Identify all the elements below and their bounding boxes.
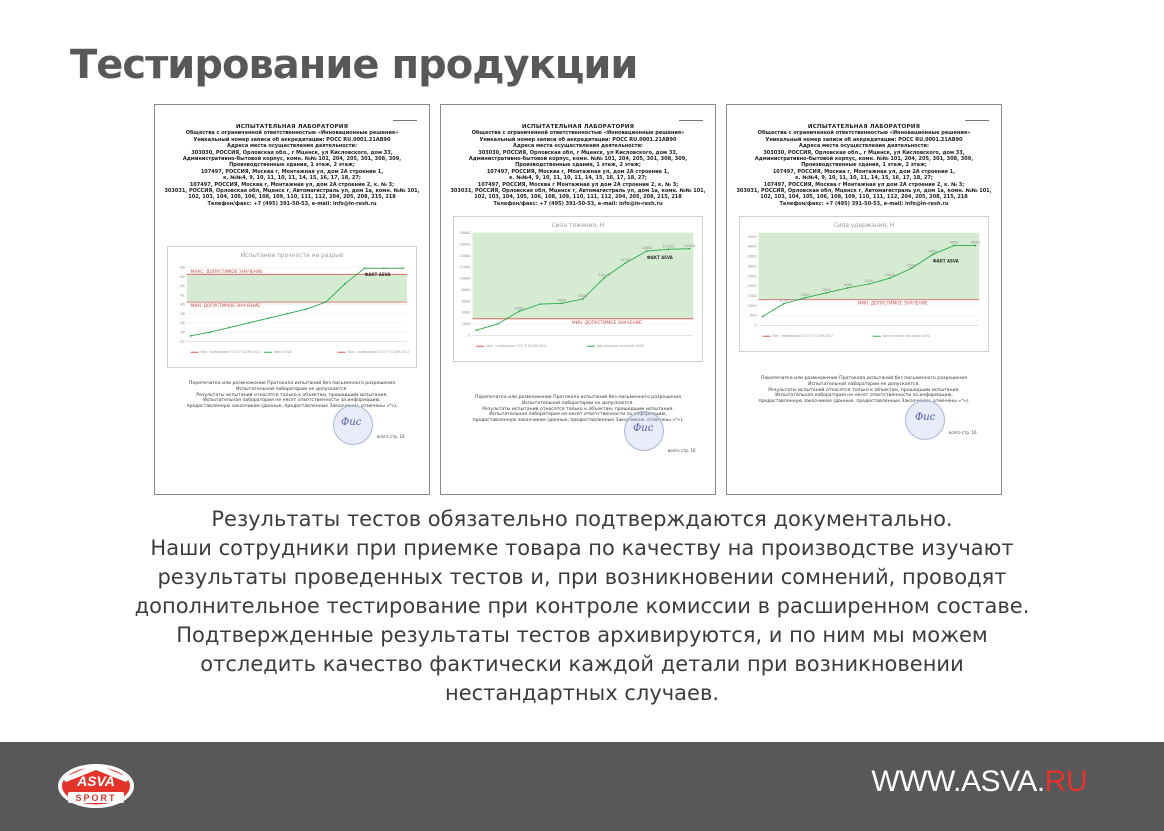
- fact-label: ФАКТ ASVA: [932, 258, 959, 264]
- lab-header: [735, 124, 993, 207]
- y-tick-label: 32: [180, 339, 185, 344]
- y-tick-label: 3000: [747, 264, 757, 269]
- lab-line: к. №№4, 9, 10, 11, 10, 11, 14, 15, 16, 17, 18, 27;: [223, 175, 361, 182]
- max-limit-label: МАКС. ДОПУСТИМОЕ ЗНАЧЕНИЕ: [190, 269, 263, 275]
- lab-title: ИСПЫТАТЕЛЬНАЯ ЛАБОРАТОРИЯ: [235, 124, 349, 130]
- y-tick-label: 0: [754, 323, 757, 328]
- page-number: всего стр. 16: [377, 434, 405, 439]
- chart-title: Сила тяжения, Н: [551, 222, 605, 229]
- data-point: [825, 292, 827, 294]
- data-point: [646, 250, 648, 252]
- data-point: [625, 262, 627, 264]
- footer-note-line: Результаты испытаний относятся только к объектам, прошедшим испытания.: [768, 387, 960, 393]
- legend-label: Мин. требования ГОСТ Р 52169-2012: [772, 334, 834, 339]
- footer-note-line: предоставленную заказчиком (данные, предоставленные Заказчиком, отмечены «*»).: [186, 404, 398, 410]
- lab-header: [163, 124, 421, 207]
- chart-title: Сила удержания, Н: [833, 222, 895, 229]
- data-label: 14800: [641, 246, 653, 251]
- data-label: 4050: [949, 240, 959, 245]
- lab-line: Телефон/факс: +7 (495) 391-50-53, e-mail: info@in-resh.ru: [779, 200, 949, 207]
- y-tick-label: 38: [180, 311, 185, 316]
- lab-line: 303031, РОССИЯ, Орловская обл, Мценск г, Автомагистраль ул, дом 1а, комн. №№ 101,: [164, 188, 420, 195]
- lab-line: Административно-бытовой корпус, комн. №№ 101, 204, 205, 301, 308, 309,: [754, 156, 974, 163]
- lab-line: 107497, РОССИЯ, Москва г, Монтажная ул, дом 2А строение 1,: [200, 168, 384, 175]
- lab-line: 102, 103, 104, 105, 106, 108, 109, 110, 111, 112, 204, 205, 208, 215, 218: [760, 194, 968, 201]
- acceptable-band: [187, 274, 407, 302]
- lab-line: 107497, РОССИЯ, Москва г, Монтажная ул, дом 2А строение 2, к. № 3;: [189, 181, 395, 188]
- data-point: [306, 308, 308, 310]
- data-label: 3600: [928, 249, 938, 254]
- y-tick-label: 1000: [747, 303, 757, 308]
- y-tick-label: 48: [180, 265, 185, 270]
- lab-line: 107497, РОССИЯ, Москва г Монтажная ул дом 2А строение 2, к. № 3;: [763, 181, 965, 188]
- y-tick-label: 0: [468, 333, 471, 338]
- body-line: результаты проведенных тестов и, при возникновении сомнений, проводят: [157, 565, 1007, 589]
- data-label: 5600: [557, 298, 567, 303]
- y-tick-label: 2000: [461, 322, 471, 327]
- lab-line: Уникальный номер записи об аккредитации: РОСС RU.0001.21АВ90: [765, 136, 963, 143]
- data-label: 12700: [619, 258, 632, 263]
- y-tick-label: 40: [180, 302, 185, 307]
- lab-line: Адреса места осуществления деятельности:: [799, 143, 929, 150]
- lab-line: Производственные здания, 1 этаж, 2 этаж;: [515, 162, 641, 169]
- chart-svg: [454, 217, 702, 361]
- chart-title: Испытание прочности на разрыв: [240, 252, 344, 259]
- lab-line: Уникальный номер записи об аккредитации: РОСС RU.0001.21АВ90: [193, 136, 391, 143]
- test-chart: [453, 216, 703, 362]
- fact-label: ФАКТ ASVA: [364, 272, 391, 278]
- footer-note-line: предоставленную заказчиком (данные, предоставленные Заказчиком, отмечены «*»).: [758, 399, 970, 405]
- lab-line: Адреса места осуществления деятельности:: [513, 143, 643, 150]
- legend-label: Фактическое значение ASVA: [882, 334, 931, 339]
- lab-line: Общества с ограниченной ответственностью «Инновационные решения»: [185, 130, 399, 137]
- footer-note-line: Испытательной лаборатории не допускается.: [522, 400, 634, 406]
- lab-line: Телефон/факс: +7 (495) 391-50-53, e-mail: info@in-resh.ru: [493, 200, 663, 207]
- legend-label: Факт ASVA: [273, 350, 292, 355]
- y-tick-label: 2000: [747, 284, 757, 289]
- lab-line: 107497, РОССИЯ, Москва г, Монтажная ул, дом 2А строение 1,: [772, 168, 956, 175]
- data-point: [561, 303, 563, 305]
- corner-line: [393, 120, 417, 121]
- lab-line: Административно-бытовой корпус, комн. №№ 101, 204, 205, 301, 308, 309,: [182, 156, 402, 163]
- lab-line: 107497, РОССИЯ, Москва г Монтажная ул дом 2А строение 2, к. № 3;: [477, 181, 679, 188]
- body-line: дополнительное тестирование при контроле комиссии в расширенном составе.: [134, 594, 1030, 618]
- data-point: [402, 267, 404, 269]
- y-tick-label: 18000: [459, 230, 471, 235]
- asva-sport-logo[interactable]: [52, 756, 140, 814]
- data-point: [953, 245, 955, 247]
- test-report-document: [726, 104, 1002, 495]
- footer-note-line: Результаты испытаний относятся только к объектам, прошедшим испытания.: [196, 392, 388, 398]
- y-tick-label: 42: [180, 293, 185, 298]
- y-tick-label: 2500: [747, 274, 757, 279]
- data-point: [383, 267, 385, 269]
- data-point: [497, 323, 499, 325]
- logo-text-top: ASVA: [77, 773, 115, 789]
- chart-svg: [740, 217, 988, 351]
- website-link[interactable]: [871, 765, 1087, 799]
- data-point: [932, 254, 934, 256]
- data-point: [286, 313, 288, 315]
- signature: Фис: [915, 412, 936, 423]
- url-main: WWW.ASVA.: [871, 765, 1045, 798]
- min-limit-label: МИН. ДОПУСТИМОЕ ЗНАЧЕНИЕ: [857, 301, 928, 307]
- data-label: 1100: [779, 298, 789, 303]
- report-footer-note: [459, 395, 697, 424]
- chart-svg: [168, 247, 416, 367]
- test-chart: [167, 246, 417, 368]
- logo-text-bottom: SPORT: [75, 793, 117, 803]
- data-label: 15100: [662, 244, 674, 249]
- footer-note-line: предоставленную заказчиком (данные, предоставленные Заказчиком, отмечены «*»).: [472, 418, 684, 424]
- lab-line: 107497, РОССИЯ, Москва г, Монтажная ул, дом 2А строение 1,: [486, 168, 670, 175]
- data-point: [248, 322, 250, 324]
- footer-bar: [0, 742, 1164, 831]
- corner-line: [679, 120, 703, 121]
- acceptable-band: [759, 233, 980, 300]
- lab-line: 303030, РОССИЯ, Орловская обл., г Мценск, ул Кисловского, дом 33,: [191, 149, 393, 156]
- footer-note-line: Результаты испытаний относятся только к объектам, прошедшим испытания.: [482, 406, 674, 412]
- lab-line: 303030, РОССИЯ, Орловская обл., г Мценск, ул Кисловского, дом 33,: [763, 149, 965, 156]
- lab-line: Телефон/факс: +7 (495) 391-50-53, e-mail: info@in-resh.ru: [207, 200, 377, 207]
- body-line: Результаты тестов обязательно подтверждаются документально.: [211, 507, 953, 531]
- footer-note-line: Перепечатка или размножение Протокола испытаний без письменного разрешения: [189, 381, 395, 386]
- y-tick-label: 16000: [459, 242, 471, 247]
- acceptable-band: [472, 233, 693, 319]
- y-tick-label: 8000: [461, 287, 471, 292]
- y-tick-label: 500: [749, 313, 757, 318]
- data-point: [667, 248, 669, 250]
- data-point: [762, 316, 764, 318]
- data-label: 4200: [514, 306, 524, 311]
- fact-label: ФАКТ ASVA: [646, 254, 673, 260]
- lab-line: 303031, РОССИЯ, Орловская обл, Мценск г, Автомагистраль ул, дом 1а, комн. №№ 101,: [450, 188, 706, 195]
- y-tick-label: 4500: [747, 234, 757, 239]
- y-tick-label: 34: [180, 330, 185, 335]
- data-point: [847, 287, 849, 289]
- y-tick-label: 4000: [747, 244, 757, 249]
- min-limit-label: МИН. ДОПУСТИМОЕ ЗНАЧЕНИЕ: [190, 304, 261, 309]
- y-tick-label: 44: [180, 284, 185, 289]
- lab-line: Административно-бытовой корпус, комн. №№ 101, 204, 205, 301, 308, 309,: [468, 156, 688, 163]
- data-point: [267, 317, 269, 319]
- lab-title: ИСПЫТАТЕЛЬНАЯ ЛАБОРАТОРИЯ: [807, 124, 921, 130]
- body-paragraph: [0, 505, 1164, 708]
- data-point: [364, 267, 366, 269]
- min-limit-label: МИН. ДОПУСТИМОЕ ЗНАЧЕНИЕ: [571, 320, 642, 326]
- lab-header: [449, 124, 707, 207]
- lab-title: ИСПЫТАТЕЛЬНАЯ ЛАБОРАТОРИЯ: [521, 124, 635, 130]
- data-point: [804, 297, 806, 299]
- data-label: 6400: [578, 293, 588, 298]
- data-point: [889, 277, 891, 279]
- footer-note-line: Перепечатка или размножение Протокола испытаний без письменного разрешения: [475, 395, 681, 400]
- data-point: [539, 303, 541, 305]
- data-point: [476, 329, 478, 331]
- data-label: 2100: [864, 279, 874, 284]
- footer-note-line: Перепечатка или размножение Протокола испытаний без письменного разрешения: [761, 376, 967, 381]
- data-point: [868, 283, 870, 285]
- data-label: 1650: [821, 287, 831, 292]
- footer-note-line: Испытательная лаборатория не несет ответственности за информацию,: [775, 393, 953, 399]
- lab-line: Общества с ограниченной ответственностью «Инновационные решения»: [471, 130, 685, 137]
- footer-note-line: Испытательной лаборатории не допускается.: [236, 386, 348, 392]
- lab-line: 303031, РОССИЯ, Орловская обл, Мценск г, Автомагистраль ул, дом 1а, комн. №№ 101,: [736, 188, 992, 195]
- footer-note-line: Испытательная лаборатория не несет ответственности за информацию,: [203, 398, 381, 404]
- signature: Фис: [633, 423, 654, 434]
- footer-note-line: Испытательной лаборатории не допускается.: [808, 381, 920, 387]
- lab-line: 303030, РОССИЯ, Орловская обл, г Мценск, ул Кисловского, дом 33,: [478, 149, 678, 156]
- page-title: Тестирование продукции: [70, 42, 638, 88]
- lab-line: Общества с ограниченной ответственностью «Инновационные решения»: [757, 130, 971, 137]
- report-footer-note: [745, 376, 983, 405]
- y-tick-label: 6000: [461, 299, 471, 304]
- data-point: [190, 335, 192, 337]
- data-label: 10100: [598, 272, 610, 277]
- data-point: [325, 301, 327, 303]
- data-label: 1400: [800, 292, 810, 297]
- legend-label: Макс. требования ГОСТ Р 52169-2012: [347, 350, 410, 355]
- legend-label: Мин. требования ГОСТ Р 52169-2012: [200, 350, 261, 355]
- data-label: 2900: [906, 263, 916, 268]
- lab-line: Производственные здания, 1 этаж, 2 этаж;: [229, 162, 355, 169]
- data-point: [603, 277, 605, 279]
- data-label: 1900: [843, 282, 853, 287]
- data-point: [783, 303, 785, 305]
- url-accent: RU: [1044, 765, 1087, 798]
- lab-line: Адреса места осуществления деятельности:: [227, 143, 357, 150]
- data-point: [518, 311, 520, 313]
- data-label: 2400: [885, 273, 895, 278]
- page-number: всего стр. 16: [949, 430, 977, 435]
- test-report-document: [440, 104, 716, 495]
- y-tick-label: 36: [180, 321, 185, 326]
- data-point: [689, 248, 691, 250]
- lab-line: 102, 103, 104, 105, 106, 108, 109, 110, 111, 112, 204, 205, 208, 215, 218: [188, 194, 396, 201]
- lab-line: к. №№4, 9, 10, 11, 10, 11, 14, 15, 16, 17, 18, 27;: [795, 175, 933, 182]
- y-tick-label: 1500: [747, 294, 757, 299]
- legend-label: Мин. требования ГОСТ Р 52169-2012: [486, 344, 547, 349]
- page-number: всего стр. 16: [668, 448, 696, 453]
- y-tick-label: 46: [180, 274, 185, 279]
- test-chart: [739, 216, 989, 352]
- body-line: Наши сотрудники при приемке товара по качеству на производстве изучают: [150, 536, 1014, 560]
- footer-note-line: Испытательная лаборатория не несет ответственности за информацию,: [489, 412, 667, 418]
- data-point: [209, 331, 211, 333]
- data-label: 4050: [970, 240, 980, 245]
- legend-label: Фактическое значение ASVA: [596, 344, 645, 349]
- body-line: нестандартных случаев.: [444, 681, 720, 705]
- data-point: [228, 327, 230, 329]
- data-point: [911, 267, 913, 269]
- y-tick-label: 14000: [459, 253, 471, 258]
- data-point: [974, 245, 976, 247]
- y-tick-label: 12000: [459, 265, 471, 270]
- data-point: [344, 283, 346, 285]
- body-line: Подтвержденные результаты тестов архивируются, и по ним мы можем: [176, 623, 988, 647]
- test-report-document: [154, 104, 430, 495]
- y-tick-label: 3500: [747, 254, 757, 259]
- corner-line: [965, 120, 989, 121]
- lab-line: 102, 103, 104, 105, 106, 108, 109, 110, 111, 112, 204, 205, 208, 215, 218: [474, 194, 682, 201]
- data-label: 15200: [683, 243, 696, 248]
- body-line: отследить качество фактически каждой детали при возникновении: [200, 652, 964, 676]
- data-point: [582, 298, 584, 300]
- y-tick-label: 10000: [459, 276, 471, 281]
- signature: Фис: [341, 417, 362, 428]
- report-footer-note: [173, 381, 411, 410]
- lab-line: Уникальный номер записи об аккредитации: РОСС RU.0001.21АВ90: [479, 136, 677, 143]
- y-tick-label: 4000: [461, 310, 471, 315]
- lab-line: к. №№4, 9, 10, 11, 10, 11, 14, 15, 16, 17, 18, 27;: [509, 175, 647, 182]
- lab-line: Производственные здания, 1 этаж, 2 этаж;: [801, 162, 927, 169]
